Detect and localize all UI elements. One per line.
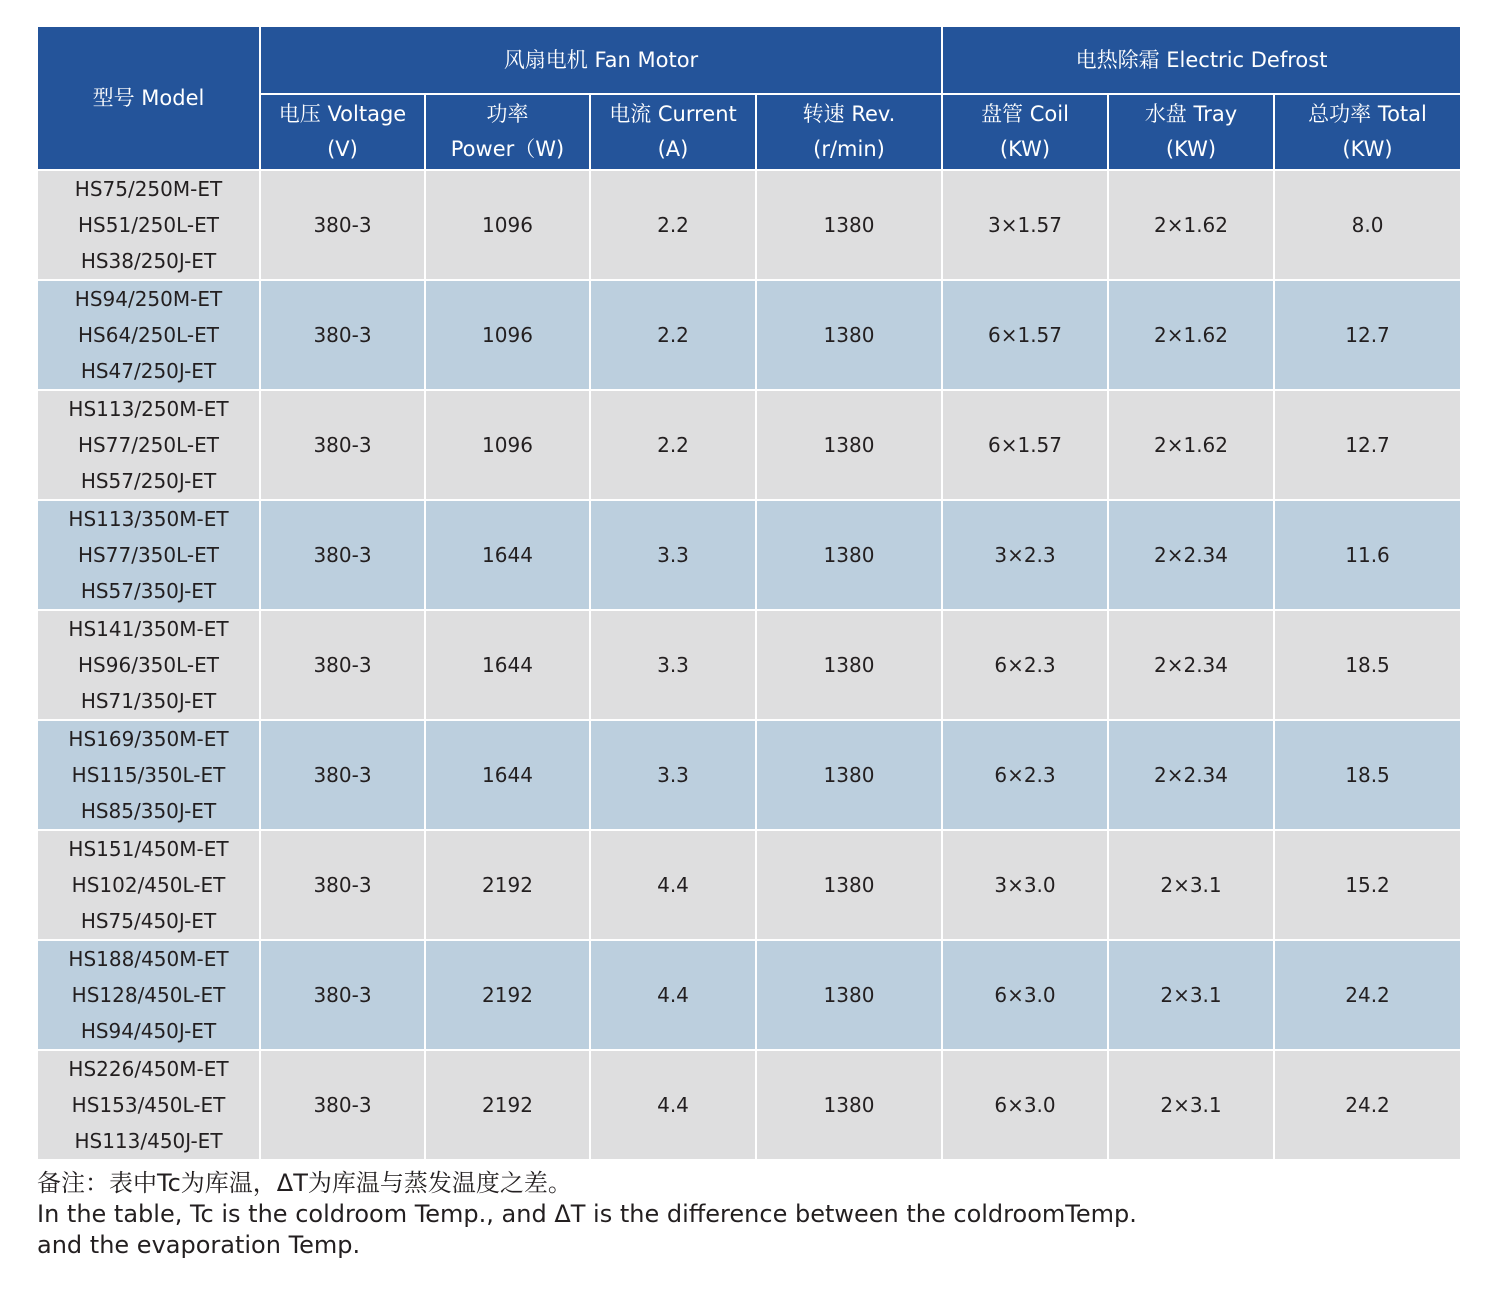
model-name: HS115/350L-ET (71, 763, 226, 787)
voltage-cell: 380-3 (260, 280, 425, 390)
model-name: HS94/450J-ET (80, 1019, 217, 1043)
header-current-unit: (A) (657, 137, 689, 161)
header-total-unit: (KW) (1342, 137, 1393, 161)
model-name: HS75/450J-ET (80, 909, 217, 933)
header-voltage-label: 电压 Voltage (278, 102, 407, 126)
header-rev-label: 转速 Rev. (802, 102, 896, 126)
header-current-label: 电流 Current (609, 102, 737, 126)
footnote-english-line2: and the evaporation Temp. (37, 1231, 361, 1259)
model-name: HS94/250M-ET (74, 287, 223, 311)
rev-cell: 1380 (756, 720, 942, 830)
current-cell: 4.4 (590, 830, 756, 940)
coil-cell: 6×2.3 (942, 610, 1108, 720)
power-cell: 1644 (425, 720, 590, 830)
voltage-cell: 380-3 (260, 720, 425, 830)
current-cell: 4.4 (590, 940, 756, 1050)
power-cell: 1644 (425, 500, 590, 610)
model-name: HS57/250J-ET (80, 469, 217, 493)
power-cell: 2192 (425, 940, 590, 1050)
total-cell: 24.2 (1274, 1050, 1461, 1160)
header-rev (756, 94, 942, 170)
total-cell: 18.5 (1274, 610, 1461, 720)
model-name: HS153/450L-ET (71, 1093, 226, 1117)
tray-cell: 2×3.1 (1108, 940, 1274, 1050)
tray-cell: 2×3.1 (1108, 1050, 1274, 1160)
model-name: HS71/350J-ET (80, 689, 217, 713)
total-cell: 24.2 (1274, 940, 1461, 1050)
header-fan-motor: 风扇电机 Fan Motor (260, 26, 942, 94)
voltage-cell: 380-3 (260, 940, 425, 1050)
header-tray-unit: (KW) (1165, 137, 1217, 161)
rev-cell: 1380 (756, 280, 942, 390)
total-cell: 12.7 (1274, 390, 1461, 500)
voltage-cell: 380-3 (260, 170, 425, 280)
header-voltage (260, 94, 425, 170)
header-total-label: 总功率 Total (1308, 102, 1427, 126)
table-row (37, 720, 1461, 830)
model-name: HS128/450L-ET (71, 983, 226, 1007)
model-name: HS47/250J-ET (80, 359, 217, 383)
tray-cell: 2×1.62 (1108, 280, 1274, 390)
model-cell (37, 500, 260, 610)
model-name: HS113/450J-ET (74, 1129, 223, 1153)
model-name: HS169/350M-ET (68, 727, 229, 751)
tray-cell: 2×2.34 (1108, 500, 1274, 610)
rev-cell: 1380 (756, 830, 942, 940)
header-tray-label: 水盘 Tray (1144, 102, 1238, 126)
model-cell (37, 940, 260, 1050)
header-power (425, 94, 590, 170)
rev-cell: 1380 (756, 1050, 942, 1160)
current-cell: 2.2 (590, 170, 756, 280)
voltage-cell: 380-3 (260, 610, 425, 720)
power-cell: 2192 (425, 830, 590, 940)
power-cell: 2192 (425, 1050, 590, 1160)
table-row (37, 280, 1461, 390)
power-cell: 1644 (425, 610, 590, 720)
table-row (37, 1050, 1461, 1160)
model-name: HS141/350M-ET (68, 617, 229, 641)
model-cell (37, 720, 260, 830)
current-cell: 3.3 (590, 500, 756, 610)
current-cell: 2.2 (590, 280, 756, 390)
model-cell (37, 170, 260, 280)
model-cell (37, 280, 260, 390)
power-cell: 1096 (425, 390, 590, 500)
model-name: HS113/250M-ET (68, 397, 229, 421)
voltage-cell: 380-3 (260, 1050, 425, 1160)
table-row (37, 830, 1461, 940)
table-row (37, 390, 1461, 500)
table-row (37, 940, 1461, 1050)
rev-cell: 1380 (756, 500, 942, 610)
total-cell: 8.0 (1274, 170, 1461, 280)
header-electric-defrost: 电热除霜 Electric Defrost (942, 26, 1461, 94)
total-cell: 11.6 (1274, 500, 1461, 610)
footnote-english-line1: In the table, Tc is the coldroom Temp., and ΔT is the difference between the coldroomTemp. (37, 1200, 1137, 1228)
table-header (37, 26, 1461, 170)
model-name: HS113/350M-ET (68, 507, 229, 531)
rev-cell: 1380 (756, 610, 942, 720)
coil-cell: 6×2.3 (942, 720, 1108, 830)
current-cell: 3.3 (590, 720, 756, 830)
model-name: HS77/250L-ET (78, 433, 219, 457)
header-total (1274, 94, 1461, 170)
header-voltage-unit: (V) (327, 137, 358, 161)
coil-cell: 6×1.57 (942, 390, 1108, 500)
rev-cell: 1380 (756, 170, 942, 280)
coil-cell: 6×1.57 (942, 280, 1108, 390)
tray-cell: 2×2.34 (1108, 610, 1274, 720)
model-name: HS57/350J-ET (80, 579, 217, 603)
model-cell (37, 1050, 260, 1160)
header-coil-unit: (KW) (999, 137, 1051, 161)
table-row (37, 610, 1461, 720)
model-name: HS226/450M-ET (68, 1057, 229, 1081)
model-cell (37, 390, 260, 500)
model-name: HS85/350J-ET (80, 799, 217, 823)
total-cell: 18.5 (1274, 720, 1461, 830)
model-name: HS38/250J-ET (80, 249, 217, 273)
coil-cell: 6×3.0 (942, 940, 1108, 1050)
tray-cell: 2×2.34 (1108, 720, 1274, 830)
spec-table (36, 25, 1462, 1161)
header-current (590, 94, 756, 170)
power-cell: 1096 (425, 170, 590, 280)
tray-cell: 2×1.62 (1108, 390, 1274, 500)
footnote (37, 1168, 1137, 1261)
footnote-chinese: 备注：表中Tc为库温，ΔT为库温与蒸发温度之差。 (37, 1169, 572, 1197)
current-cell: 2.2 (590, 390, 756, 500)
model-name: HS64/250L-ET (78, 323, 219, 347)
table-row (37, 500, 1461, 610)
tray-cell: 2×1.62 (1108, 170, 1274, 280)
header-tray (1108, 94, 1274, 170)
current-cell: 4.4 (590, 1050, 756, 1160)
model-name: HS102/450L-ET (71, 873, 226, 897)
model-name: HS151/450M-ET (68, 837, 229, 861)
tray-cell: 2×3.1 (1108, 830, 1274, 940)
rev-cell: 1380 (756, 940, 942, 1050)
header-coil-label: 盘管 Coil (981, 102, 1069, 126)
total-cell: 15.2 (1274, 830, 1461, 940)
table-row (37, 170, 1461, 280)
coil-cell: 3×1.57 (942, 170, 1108, 280)
model-name: HS75/250M-ET (74, 177, 223, 201)
voltage-cell: 380-3 (260, 830, 425, 940)
power-cell: 1096 (425, 280, 590, 390)
model-name: HS51/250L-ET (78, 213, 219, 237)
model-name: HS96/350L-ET (78, 653, 219, 677)
rev-cell: 1380 (756, 390, 942, 500)
header-coil (942, 94, 1108, 170)
model-name: HS77/350L-ET (78, 543, 219, 567)
total-cell: 12.7 (1274, 280, 1461, 390)
header-power-label: 功率 (486, 102, 529, 126)
header-power-unit: Power（W) (450, 137, 565, 161)
header-model: 型号 Model (37, 26, 260, 170)
model-cell (37, 610, 260, 720)
table-body (37, 170, 1461, 1160)
model-name: HS188/450M-ET (68, 947, 229, 971)
header-rev-unit: (r/min) (813, 137, 885, 161)
voltage-cell: 380-3 (260, 390, 425, 500)
current-cell: 3.3 (590, 610, 756, 720)
coil-cell: 3×3.0 (942, 830, 1108, 940)
voltage-cell: 380-3 (260, 500, 425, 610)
coil-cell: 3×2.3 (942, 500, 1108, 610)
coil-cell: 6×3.0 (942, 1050, 1108, 1160)
model-cell (37, 830, 260, 940)
